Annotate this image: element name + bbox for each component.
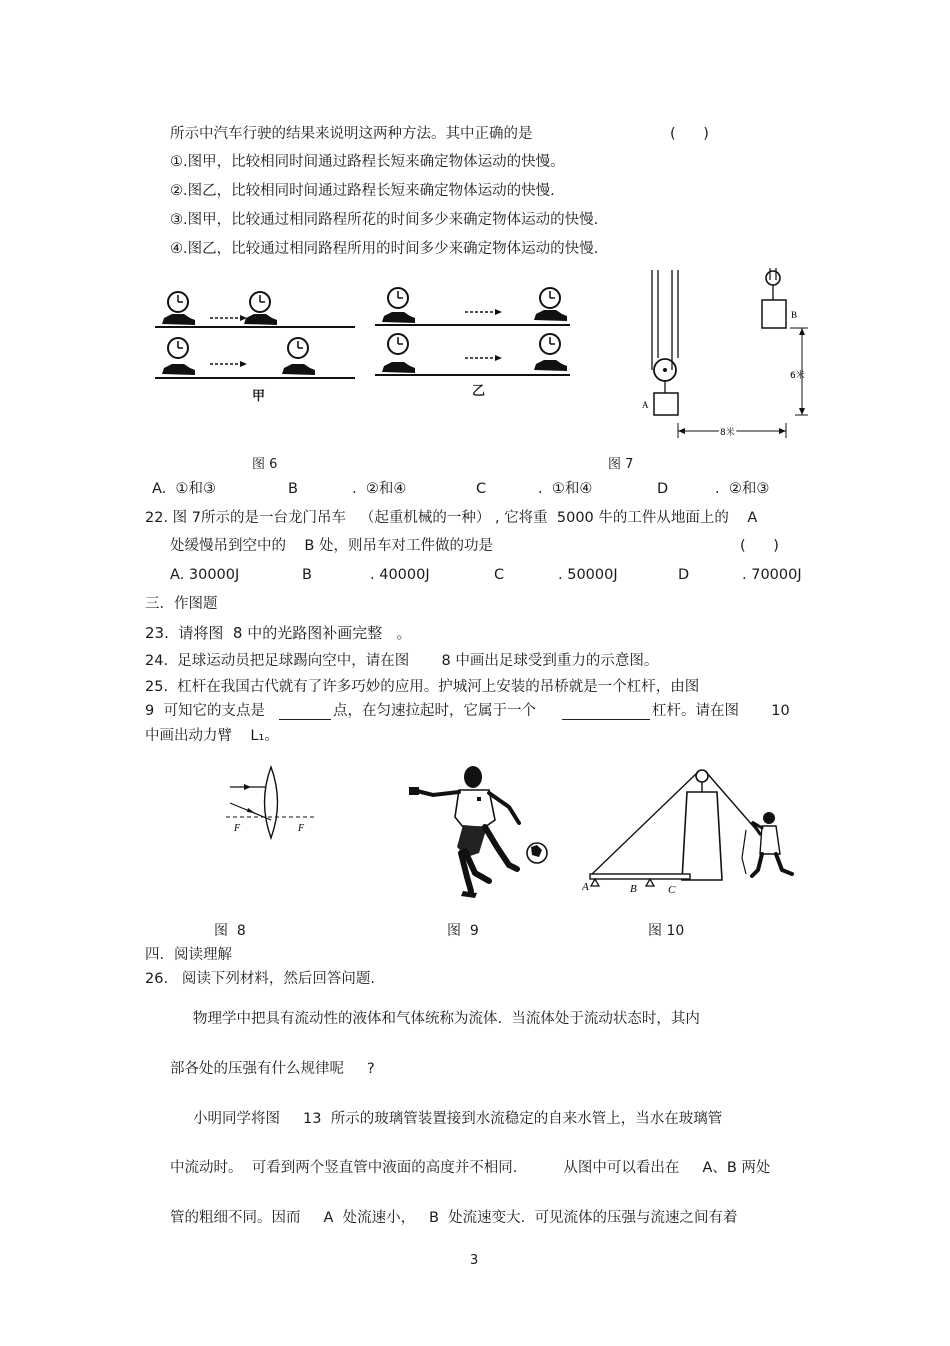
figure-6 — [150, 280, 570, 405]
q21-option-b-value: . ②和④ — [352, 481, 407, 497]
fig6-label-jia: 甲 — [252, 389, 266, 404]
q22-option-d-value: . 70000J — [742, 567, 802, 583]
q22-answer-paren: ( ) — [740, 538, 779, 554]
fig7-width-label: 8米 — [720, 428, 735, 438]
q22-option-a: A. 30000J — [170, 567, 240, 583]
q21-stem: 所示中汽车行驶的结果来说明这两种方法。其中正确的是 — [170, 126, 533, 142]
figure-7 — [630, 268, 820, 443]
q22-option-b: B — [302, 567, 312, 583]
fig7-point-a: A — [642, 400, 649, 410]
fig10-point-b: B — [630, 883, 637, 895]
q21-item-3: ③.图甲，比较通过相同路程所花的时间多少来确定物体运动的快慢. — [170, 212, 599, 228]
q21-option-d-value: . ②和③ — [715, 481, 770, 497]
q25-pivot-blank[interactable] — [279, 705, 331, 720]
q24-text: 24. 足球运动员把足球踢向空中，请在图 8 中画出足球受到重力的示意图。 — [145, 653, 659, 669]
figure-10 — [582, 762, 804, 897]
fig6-caption: 图 6 — [252, 457, 278, 472]
q25-line2-part3: 杠杆。请在图 10 — [651, 703, 790, 719]
q26-para2-line1: 小明同学将图 13 所示的玻璃管装置接到水流稳定的自来水管上，当水在玻璃管 — [193, 1111, 723, 1127]
fig10-point-c: C — [668, 884, 676, 896]
fig6-left-panel — [155, 292, 355, 378]
q22-stem-line2: 处缓慢吊到空中的 B 处，则吊车对工件做的功是 — [170, 538, 493, 554]
figure-8 — [226, 765, 316, 840]
q21-option-c: C — [476, 481, 487, 497]
q26-intro: 26. 阅读下列材料，然后回答问题. — [145, 971, 375, 987]
fig7-caption: 图 7 — [608, 457, 634, 472]
page-number: 3 — [470, 1253, 479, 1268]
q22-option-b-value: . 40000J — [370, 567, 430, 583]
q21-answer-paren: ( ) — [670, 126, 709, 142]
q25-line3: 中画出动力臂 L₁。 — [145, 728, 279, 744]
figure-9 — [405, 765, 555, 900]
q26-para2-line2: 中流动时。 可看到两个竖直管中液面的高度并不相同. 从图中可以看出在 A、B 两处 — [170, 1160, 771, 1176]
q25-line2-part1: 9 可知它的支点是 — [145, 703, 265, 719]
q21-option-a: A. ①和③ — [152, 481, 216, 497]
q25-line2 — [145, 702, 790, 720]
fig6-label-yi: 乙 — [472, 384, 486, 399]
section-4-title: 四．阅读理解 — [145, 947, 232, 963]
q21-option-c-value: . ①和④ — [538, 481, 593, 497]
fig10-caption: 图 10 — [648, 923, 685, 939]
q22-option-d: D — [678, 567, 690, 583]
q21-item-2: ②.图乙，比较相同时间通过路程长短来确定物体运动的快慢. — [170, 183, 555, 199]
section-3-title: 三．作图题 — [145, 596, 218, 612]
fig9-caption: 图 9 — [447, 923, 479, 939]
q25-line1: 25. 杠杆在我国古代就有了许多巧妙的应用。护城河上安装的吊桥就是一个杠杆，由图 — [145, 679, 700, 695]
q26-para2-line3: 管的粗细不同。因而 A 处流速小， B 处流速变大. 可见流体的压强与流速之间有着 — [170, 1210, 738, 1226]
q22-option-c-value: . 50000J — [558, 567, 618, 583]
q26-para1-line1: 物理学中把具有流动性的液体和气体统称为流体. 当流体处于流动状态时，其内 — [193, 1011, 700, 1027]
q22-stem-line1: 22. 图 7所示的是一台龙门吊车 （起重机械的一种） , 它将重 5000 牛的工件从地面上的 A — [145, 510, 758, 526]
fig8-focus-right: F — [298, 823, 305, 834]
q23-text: 23. 请将图 8 中的光路图补画完整 。 — [145, 624, 412, 642]
q22-option-c: C — [494, 567, 505, 583]
q21-item-1: ①.图甲，比较相同时间通过路程长短来确定物体运动的快慢。 — [170, 154, 565, 170]
q26-para1-line2: 部各处的压强有什么规律呢 ? — [170, 1061, 375, 1077]
fig8-caption: 图 8 — [214, 923, 246, 939]
fig7-point-b: B — [791, 310, 798, 320]
q21-item-4: ④.图乙，比较通过相同路程所用的时间多少来确定物体运动的快慢. — [170, 241, 599, 257]
fig7-height-label: 6米 — [790, 371, 805, 381]
q21-option-d: D — [657, 481, 669, 497]
fig6-right-panel — [375, 288, 570, 375]
q25-lever-type-blank[interactable] — [562, 705, 650, 720]
q25-line2-part2: 点，在匀速拉起时，它属于一个 — [332, 703, 536, 719]
q21-option-b: B — [288, 481, 298, 497]
fig8-focus-left: F — [234, 823, 241, 834]
fig10-point-a: A — [582, 881, 589, 893]
